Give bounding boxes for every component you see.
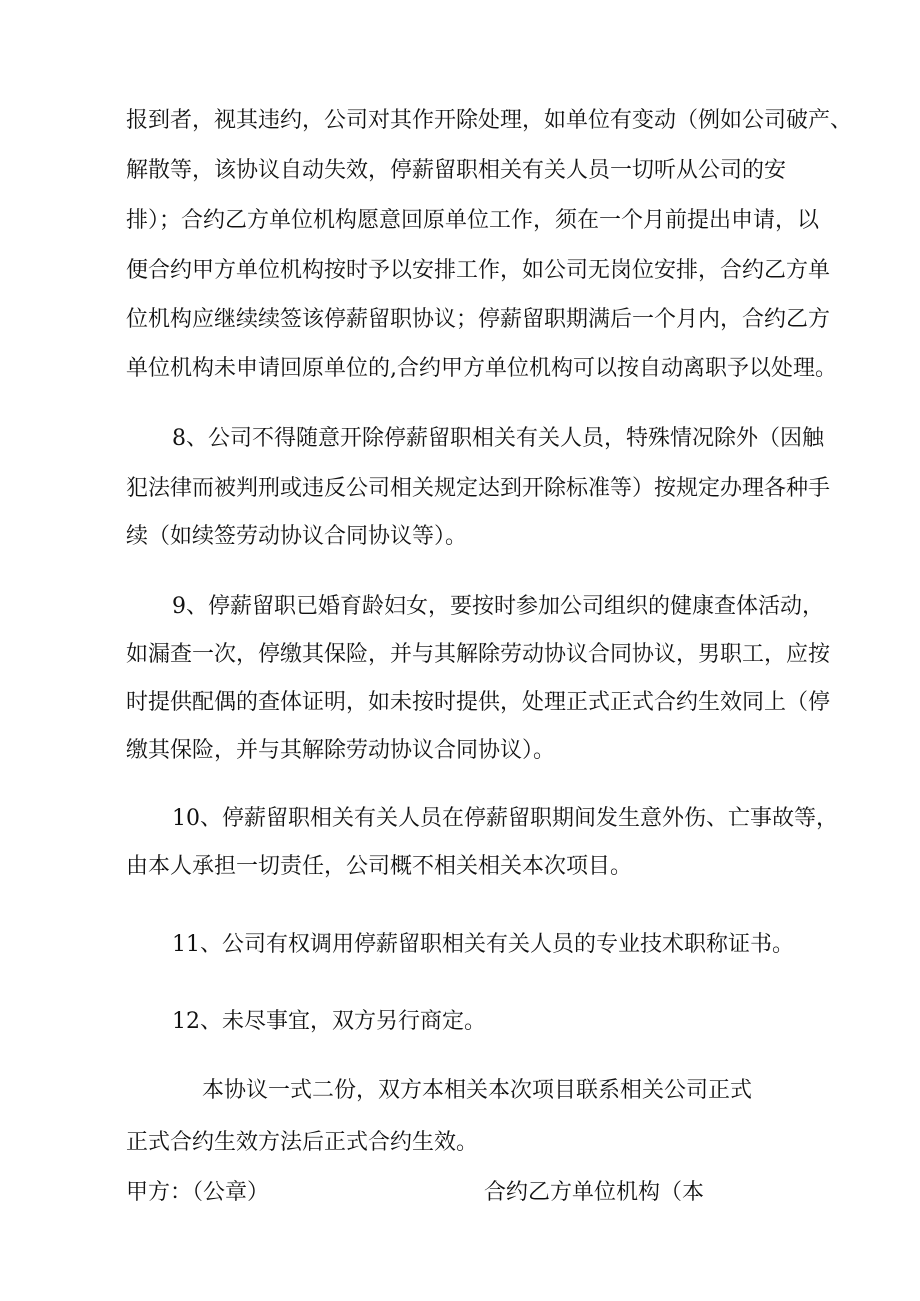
paragraph-8-line-1: 8、公司不得随意开除停薪留职相关有关人员，特殊情况除外（因触: [172, 426, 824, 451]
paragraph-10-line-2: 由本人承担一切责任，公司概不相关相关本次项目。: [126, 854, 633, 879]
party-a-signature: 甲方：（公章）: [126, 1180, 270, 1205]
paragraph-8-line-2: 犯法律而被判刑或违反公司相关规定达到开除标准等）按规定办理各种手: [126, 476, 831, 501]
paragraph-11: 11、公司有权调用停薪留职相关有关人员的专业技术职称证书。: [172, 932, 794, 957]
paragraph-7-line-5: 位机构应继续续签该停薪留职协议；停薪留职期满后一个月内，合约乙方: [126, 307, 831, 332]
paragraph-7-line-2: 解散等，该协议自动失效，停薪留职相关有关人员一切听从公司的安: [126, 158, 787, 183]
paragraph-8-line-3: 续（如续签劳动协议合同协议等）。: [126, 524, 468, 549]
paragraph-10-line-1: 10、停薪留职相关有关人员在停薪留职期间发生意外伤、亡事故等，: [172, 806, 838, 831]
paragraph-7-line-1: 报到者，视其违约，公司对其作开除处理，如单位有变动（例如公司破产、: [126, 108, 853, 133]
paragraph-7-line-3: 排）；合约乙方单位机构愿意回原单位工作，须在一个月前提出申请，以: [126, 208, 820, 233]
paragraph-9-line-2: 如漏查一次，停缴其保险，并与其解除劳动协议合同协议，男职工，应按: [126, 642, 831, 667]
paragraph-9-line-3: 时提供配偶的查体证明，如未按时提供，处理正式正式合约生效同上（停: [126, 690, 831, 715]
paragraph-9-line-4: 缴其保险，并与其解除劳动协议合同协议）。: [126, 738, 556, 763]
paragraph-7-line-4: 便合约甲方单位机构按时予以安排工作，如公司无岗位安排，合约乙方单: [126, 258, 831, 283]
paragraph-9-line-1: 9、停薪留职已婚育龄妇女，要按时参加公司组织的健康查体活动，: [172, 594, 824, 619]
paragraph-7-line-6: 单位机构未申请回原单位的,合约甲方单位机构可以按自动离职予以处理。: [126, 356, 837, 381]
paragraph-12: 12、未尽事宜，双方另行商定。: [172, 1009, 486, 1034]
closing-line-2: 正式合约生效方法后正式合约生效。: [126, 1130, 479, 1155]
party-b-signature: 合约乙方单位机构（本: [484, 1180, 705, 1205]
closing-line-1: 本协议一式二份，双方本相关本次项目联系相关公司正式: [202, 1078, 753, 1103]
